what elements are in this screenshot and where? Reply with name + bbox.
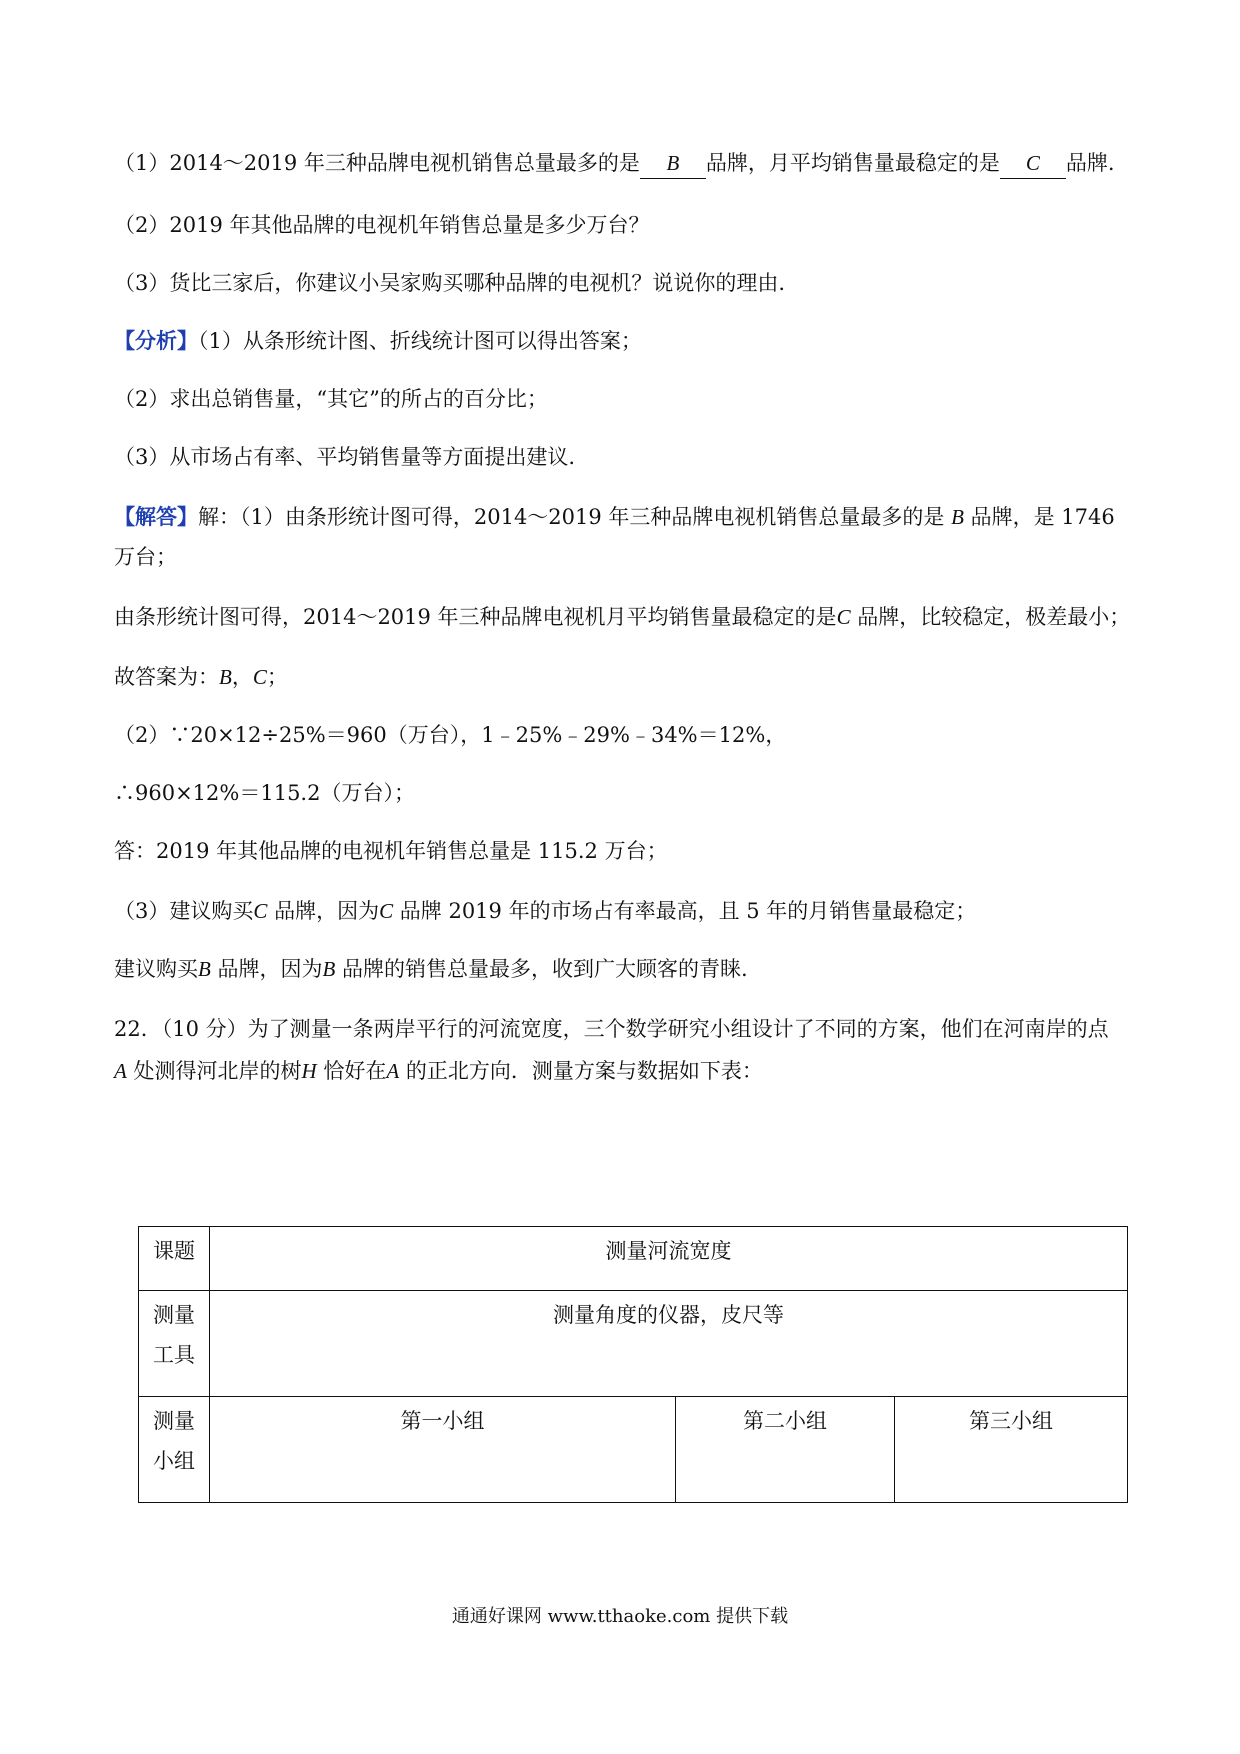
solution-text-1c: 品牌，是 1746: [970, 505, 1115, 529]
table-cell-tools: 测量角度的仪器，皮尺等: [210, 1291, 1128, 1397]
var-c: C: [252, 665, 267, 689]
solution-text-3a: 故答案为：: [114, 665, 219, 689]
table-header-tools: [139, 1291, 210, 1397]
table-header-tools-line-2: 工具: [153, 1343, 195, 1367]
var-c: C: [253, 899, 268, 923]
comma: ，: [231, 665, 253, 689]
table-cell-group-1: 第一小组: [210, 1397, 676, 1503]
solution-line-3: [114, 662, 288, 692]
analysis-line-3: （3）从市场占有率、平均销售量等方面提出建议.: [114, 445, 576, 469]
table-cell-topic: 测量河流宽度: [210, 1227, 1128, 1291]
solution-text-2a: 由条形统计图可得，2014～2019 年三种品牌电视机月平均销售量最稳定的是: [114, 605, 837, 629]
measurement-plan-table: [138, 1226, 1128, 1503]
question-22-line-2: [114, 1056, 763, 1086]
table-cell-group-2: 第二小组: [676, 1397, 895, 1503]
answer-blank-2: C: [1000, 148, 1066, 179]
var-b: B: [219, 665, 232, 689]
analysis-line-2: （2）求出总销售量，“其它”的所占的百分比；: [114, 387, 548, 411]
table-row-tools: [139, 1291, 1128, 1397]
var-h: H: [301, 1059, 317, 1083]
var-a: A: [386, 1059, 400, 1083]
analysis-text-1: （1）从条形统计图、折线统计图可以得出答案；: [198, 329, 642, 353]
q22-text-b: 处测得河北岸的树: [133, 1059, 302, 1083]
var-b: B: [951, 505, 964, 529]
table-row-groups: [139, 1397, 1128, 1503]
solution-line-7: [114, 896, 976, 926]
solution-line-6: 答：2019 年其他品牌的电视机年销售总量是 115.2 万台；: [114, 839, 668, 863]
semicolon: ；: [266, 665, 288, 689]
solution-line-1-cont: 万台；: [114, 545, 177, 569]
question-part-1: [114, 148, 1115, 179]
var-b: B: [198, 957, 211, 981]
solution-text-7a: （3）建议购买: [114, 899, 254, 923]
solution-text-8a: 建议购买: [114, 957, 198, 981]
page-footer: 通通好课网 www.tthaoke.com 提供下载: [451, 1606, 789, 1627]
question-part-2: （2）2019 年其他品牌的电视机年销售总量是多少万台？: [114, 213, 650, 237]
solution-text-1a: 解：（1）由条形统计图可得，2014～2019 年三种品牌电视机销售总量最多的是: [198, 505, 945, 529]
question-part-3: （3）货比三家后，你建议小吴家购买哪种品牌的电视机？说说你的理由.: [114, 271, 786, 295]
table-header-groups-line-2: 小组: [153, 1449, 195, 1473]
table-header-tools-line-1: 测量: [153, 1303, 195, 1327]
solution-line-1: [114, 502, 1115, 532]
solution-text-7e: 品牌 2019 年的市场占有率最高，且 5 年的月销售量最稳定；: [399, 899, 977, 923]
solution-line-5: ∴960×12%＝115.2（万台）；: [114, 781, 415, 805]
table-row-topic: [139, 1227, 1128, 1291]
var-b: B: [322, 957, 336, 981]
q1-text-mid: 品牌，月平均销售量最稳定的是: [705, 151, 1000, 175]
q22-text-f: 的正北方向．测量方案与数据如下表：: [405, 1059, 763, 1083]
q1-text-end: 品牌.: [1065, 151, 1115, 175]
answer-blank-1: B: [640, 148, 706, 179]
table-cell-group-3: 第三小组: [895, 1397, 1128, 1503]
q22-text-d: 恰好在: [323, 1059, 387, 1083]
solution-line-8: [114, 954, 748, 984]
analysis-tag: 【分析】: [114, 328, 198, 353]
solution-line-2: [114, 602, 1130, 632]
solution-text-8e: 品牌的销售总量最多，收到广大顾客的青睐.: [342, 957, 748, 981]
var-c: C: [379, 899, 394, 923]
var-c: C: [836, 605, 851, 629]
question-22-line-1: 22．（10 分）为了测量一条两岸平行的河流宽度，三个数学研究小组设计了不同的方案，他们在河南岸的点: [114, 1017, 1109, 1041]
solution-text-8c: 品牌，因为: [217, 957, 323, 981]
table-header-topic: 课题: [139, 1227, 210, 1291]
analysis-line-1: [114, 326, 642, 356]
solution-text-2c: 品牌，比较稳定，极差最小；: [857, 605, 1131, 629]
var-a: A: [114, 1059, 127, 1083]
table-header-groups-line-1: 测量: [153, 1409, 195, 1433]
solution-tag: 【解答】: [114, 504, 198, 529]
q1-text-start: （1）2014～2019 年三种品牌电视机销售总量最多的是: [114, 151, 640, 175]
solution-line-4: （2）∵20×12÷25%＝960（万台），1﹣25%﹣29%﹣34%＝12%，: [114, 723, 787, 747]
table-header-groups: [139, 1397, 210, 1503]
solution-text-7c: 品牌，因为: [274, 899, 380, 923]
